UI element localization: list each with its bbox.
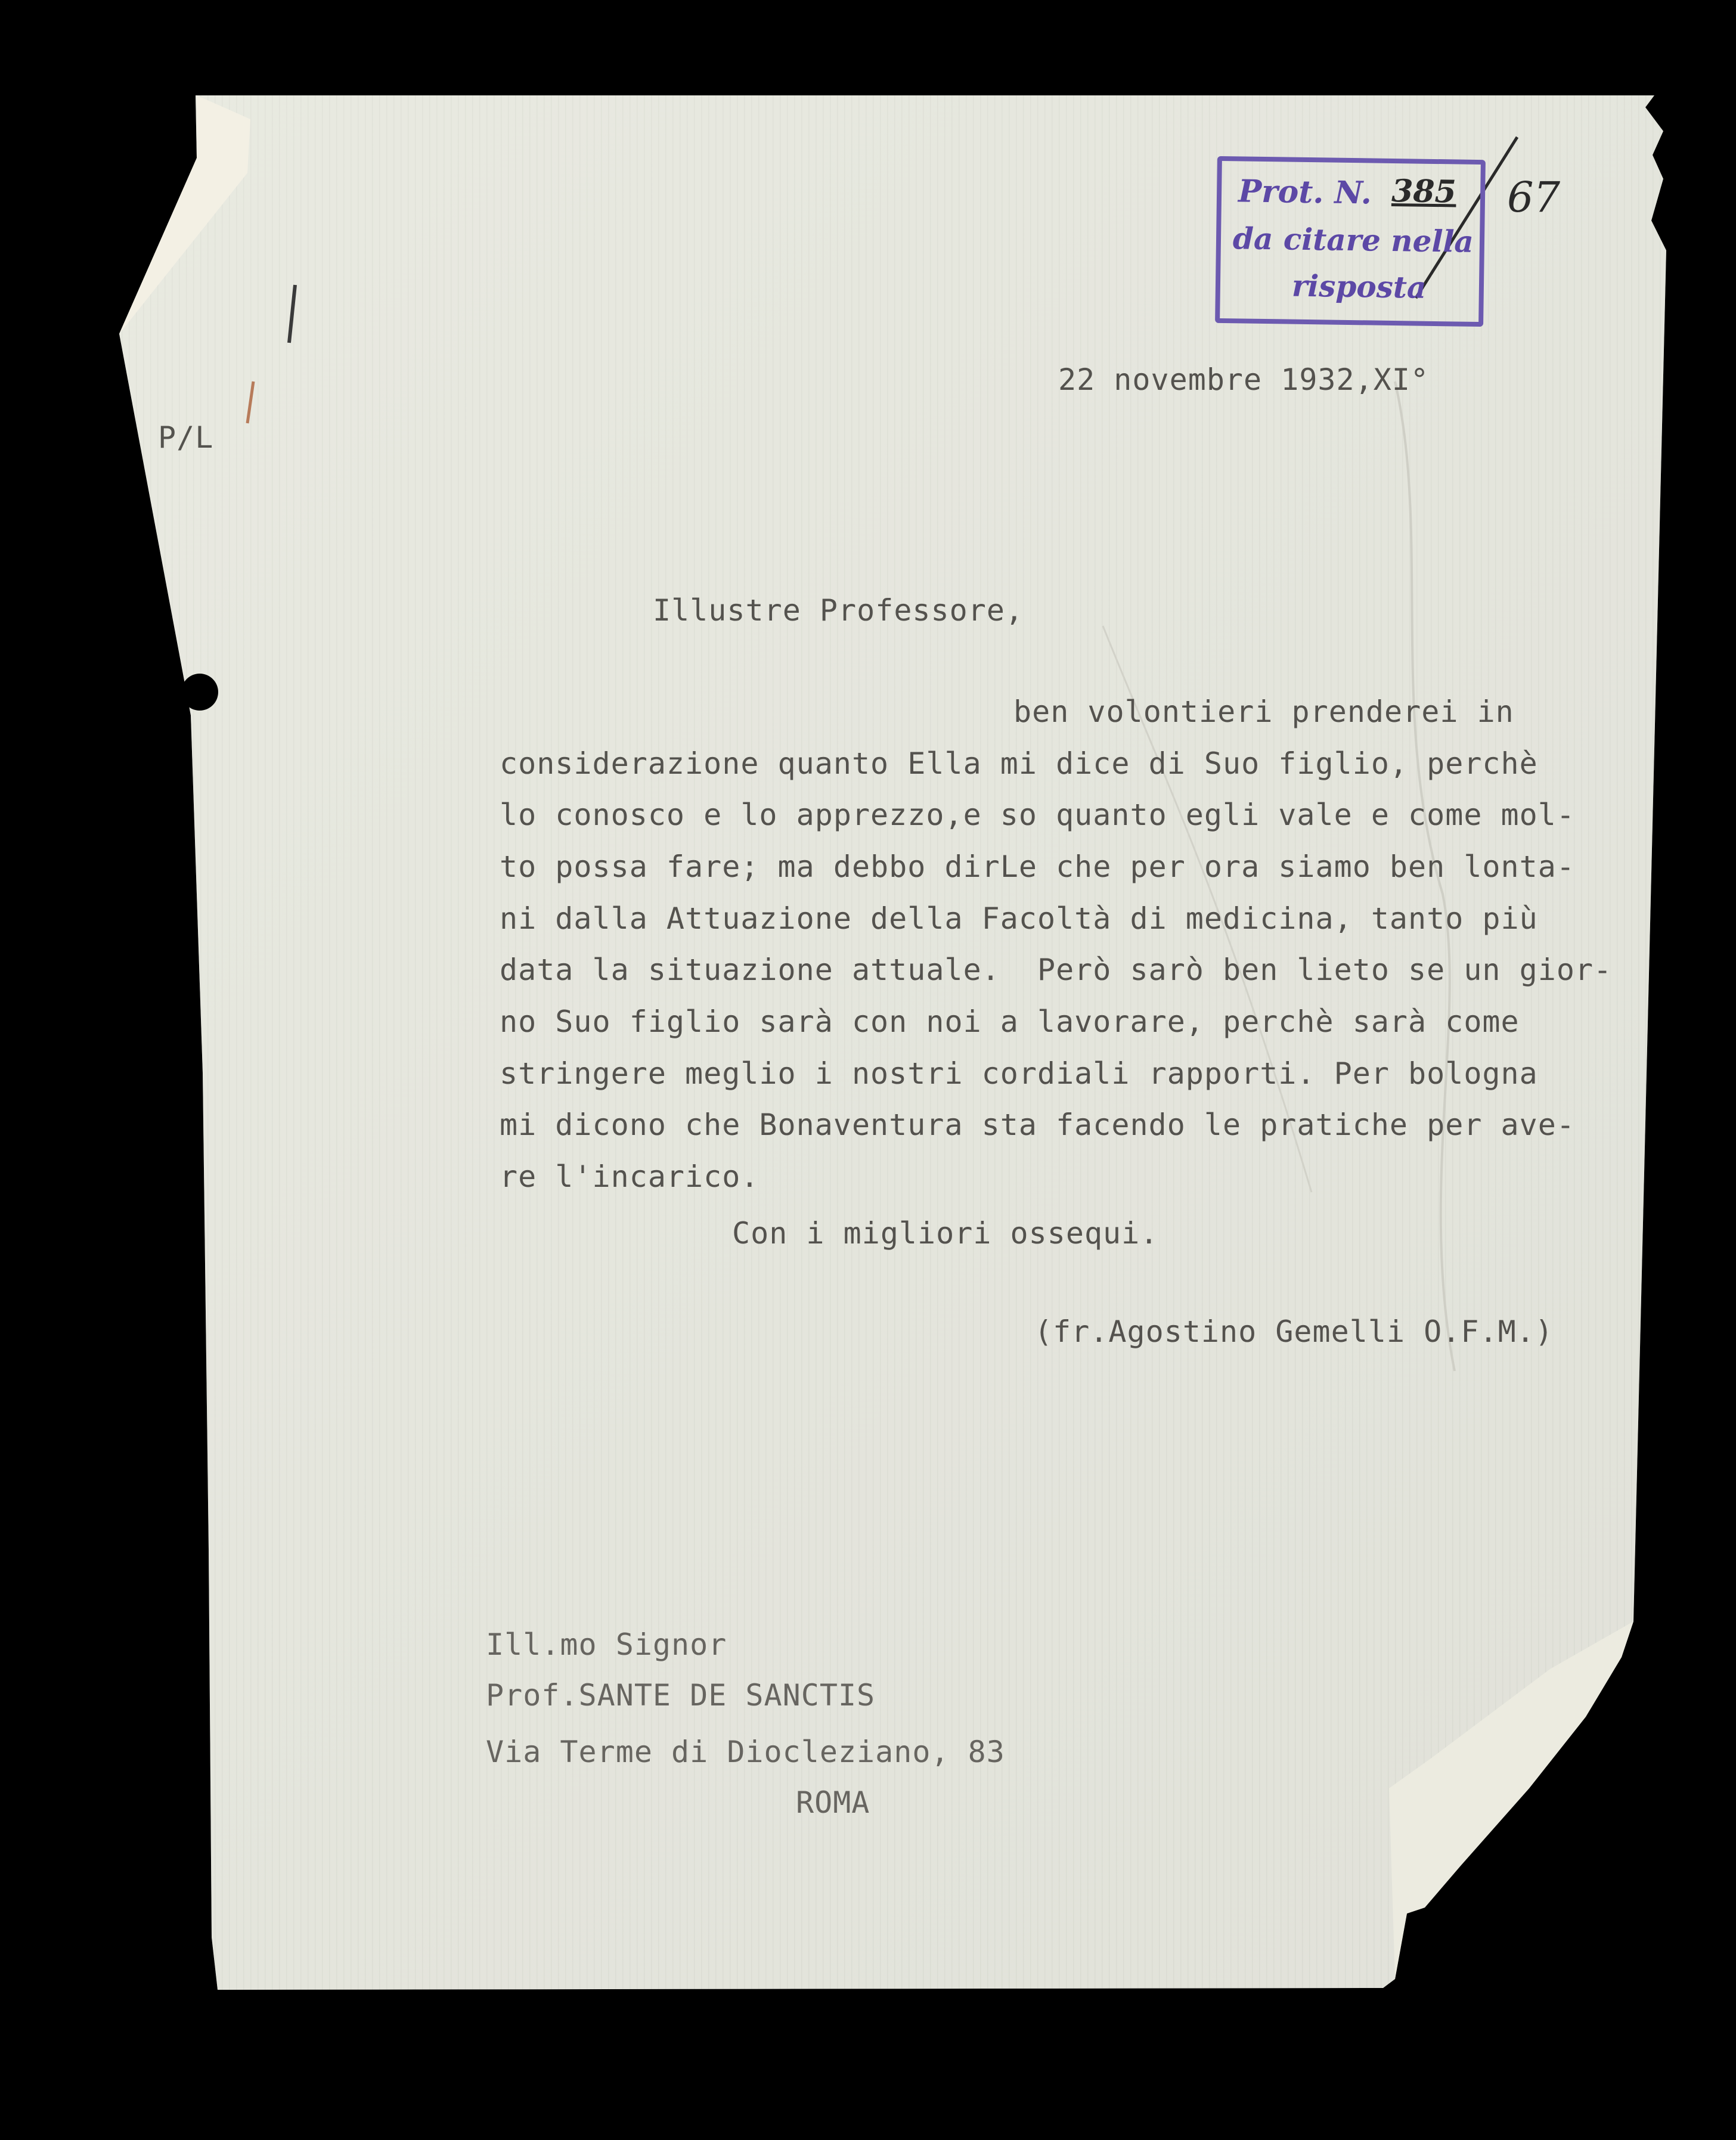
body-line: ben volontieri prenderei in xyxy=(1013,694,1514,729)
recipient-street: Via Terme di Diocleziano, 83 xyxy=(486,1735,1005,1769)
punch-hole-bottom xyxy=(144,1236,181,1273)
recipient-name: Prof.SANTE DE SANCTIS xyxy=(486,1678,876,1713)
body-line: stringere meglio i nostri cordiali rapporti. Per bologna xyxy=(500,1056,1538,1091)
body-line: lo conosco e lo apprezzo,e so quanto egli vale e come mol- xyxy=(500,798,1575,832)
signature: (fr.Agostino Gemelli O.F.M.) xyxy=(1034,1314,1554,1349)
marginal-mark: P/L xyxy=(158,420,214,455)
salutation: Illustre Professore, xyxy=(653,593,1024,628)
body-line: mi dicono che Bonaventura sta facendo le pratiche per ave- xyxy=(500,1108,1575,1142)
punch-hole-top xyxy=(181,674,218,711)
folio-number: 67 xyxy=(1507,173,1561,222)
body-line: to possa fare; ma debbo dirLe che per ora siamo ben lonta- xyxy=(500,849,1575,884)
body-line: no Suo figlio sarà con noi a lavorare, perchè sarà come xyxy=(500,1004,1520,1039)
body-line: re l'incarico. xyxy=(500,1159,760,1194)
stamp-protocol-number: 385 xyxy=(1391,172,1457,210)
stamp-line-3: risposta xyxy=(1291,268,1427,305)
letter-date: 22 novembre 1932,XI° xyxy=(1058,362,1430,397)
body-line: ni dalla Attuazione della Facoltà di medicina, tanto più xyxy=(500,901,1538,936)
stamp-protocol-label: Prot. N. xyxy=(1238,173,1372,212)
protocol-stamp xyxy=(1215,156,1486,327)
body-line: considerazione quanto Ella mi dice di Suo figlio, perchè xyxy=(500,746,1538,781)
closing: Con i migliori ossequi. xyxy=(732,1216,1159,1251)
stamp-line-2: da citare nella xyxy=(1232,221,1474,259)
body-line: data la situazione attuale. Però sarò ben lieto se un gior- xyxy=(500,953,1613,987)
recipient-title: Ill.mo Signor xyxy=(486,1627,727,1662)
recipient-city: ROMA xyxy=(796,1785,870,1820)
